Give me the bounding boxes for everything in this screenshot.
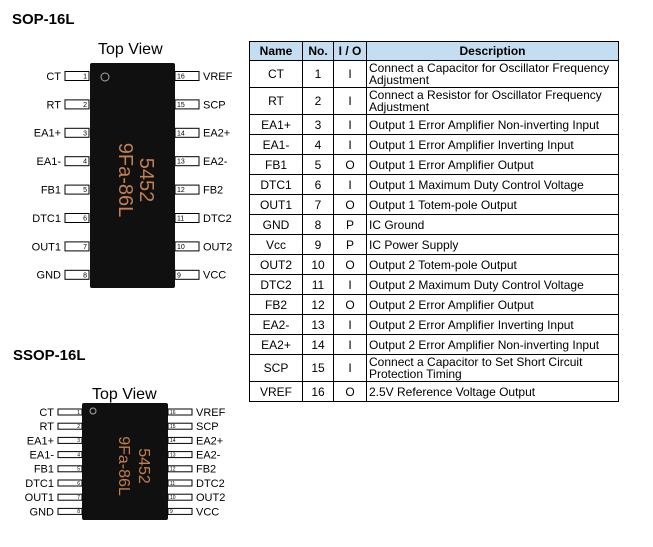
pin-io-cell: I: [334, 135, 367, 155]
pin-description-cell: IC Power Supply: [367, 235, 619, 255]
sop-pin-number: 6: [83, 215, 87, 223]
ssop-pin-label: OUT2: [196, 492, 226, 505]
pin-io-cell: O: [334, 155, 367, 175]
sop-pin-label: FB1: [40, 184, 61, 197]
pin-number-cell: 15: [303, 355, 334, 382]
pin-number-cell: 9: [303, 235, 334, 255]
pin-name-cell: DTC2: [250, 275, 303, 295]
pin-number-cell: 11: [303, 275, 334, 295]
ssop-pin-number: 7: [77, 494, 80, 501]
ssop-pin-number: 13: [170, 452, 176, 459]
ssop-pin-number: 3: [77, 438, 80, 445]
pin-io-cell: I: [334, 88, 367, 115]
sop-pin-number: 3: [83, 130, 87, 138]
table-row: [250, 155, 619, 175]
pin-name-cell: SCP: [250, 355, 303, 382]
package-diagrams: [0, 0, 250, 547]
pin-name-cell: DTC1: [250, 175, 303, 195]
pin-io-cell: P: [334, 215, 367, 235]
ssop-pin-number: 4: [77, 452, 80, 459]
pin-io-cell: I: [334, 355, 367, 382]
pin-name-cell: OUT2: [250, 255, 303, 275]
pin-io-cell: O: [334, 295, 367, 315]
pin-name-cell: Vcc: [250, 235, 303, 255]
pin-name-cell: EA1+: [250, 115, 303, 135]
ssop-pin-number: 15: [170, 423, 176, 430]
sop-pin-number: 5: [83, 187, 87, 195]
sop-marking-line2: 9Fa-86L: [114, 142, 136, 218]
ssop-pin-number: 14: [170, 438, 176, 445]
ssop-pin-label: OUT1: [24, 492, 54, 505]
pin-number-cell: 3: [303, 115, 334, 135]
sop-pin-number: 13: [177, 158, 185, 166]
sop-pin-number: 15: [177, 101, 185, 109]
sop-pin-label: OUT2: [203, 241, 233, 254]
ssop-pin-label: FB1: [33, 463, 54, 476]
pin-name-cell: RT: [250, 88, 303, 115]
ssop-pin-number: 11: [170, 480, 176, 487]
pin-io-cell: I: [334, 335, 367, 355]
pin-name-cell: FB2: [250, 295, 303, 315]
sop-pin-number: 10: [177, 243, 185, 251]
sop-pin-number: 4: [83, 158, 87, 166]
pin-description-cell: Output 1 Error Amplifier Non-inverting Input: [367, 115, 619, 135]
pin-number-cell: 5: [303, 155, 334, 175]
table-row: [250, 215, 619, 235]
pin-description-cell: Output 1 Error Amplifier Output: [367, 155, 619, 175]
table-row: [250, 175, 619, 195]
table-row: [250, 235, 619, 255]
sop-marking-line1: 5452: [135, 157, 157, 203]
sop-pin-number: 9: [177, 272, 181, 280]
pin-description-cell: Output 2 Error Amplifier Output: [367, 295, 619, 315]
pin-io-cell: I: [334, 61, 367, 88]
sop-pin-label: DTC1: [32, 212, 61, 225]
sop-pin-number: 1: [83, 73, 87, 81]
pin-io-cell: O: [334, 195, 367, 215]
sop-pin-number: 11: [177, 215, 185, 223]
pin-description-table: [249, 41, 619, 402]
pin-name-cell: FB1: [250, 155, 303, 175]
table-row: [250, 255, 619, 275]
header-name: Name: [250, 42, 303, 61]
sop-title: SOP-16L: [12, 11, 75, 28]
sop-pin-label: GND: [36, 269, 61, 282]
sop-pin-label: CT: [46, 70, 61, 83]
ssop-pin-label: RT: [39, 421, 54, 434]
ssop-pin-number: 5: [77, 466, 80, 473]
pin-io-cell: I: [334, 115, 367, 135]
sop-pin-label: EA1-: [36, 156, 61, 169]
pin-number-cell: 6: [303, 175, 334, 195]
pin-io-cell: I: [334, 175, 367, 195]
pin-number-cell: 14: [303, 335, 334, 355]
pin-number-cell: 8: [303, 215, 334, 235]
sop-pin-label: SCP: [203, 99, 226, 112]
pin-number-cell: 1: [303, 61, 334, 88]
table-row: [250, 135, 619, 155]
pin-number-cell: 13: [303, 315, 334, 335]
ssop-pin-number: 8: [77, 509, 80, 516]
header-no: No.: [303, 42, 334, 61]
table-row: [250, 382, 619, 402]
sop-pin-number: 12: [177, 187, 185, 195]
ssop-pin-label: CT: [39, 406, 54, 419]
pin-name-cell: VREF: [250, 382, 303, 402]
ssop-pin-label: EA1+: [26, 435, 54, 448]
ssop-view-label: Top View: [92, 386, 157, 403]
sop-pin-label: FB2: [203, 184, 224, 197]
table-row: [250, 88, 619, 115]
pin-number-cell: 2: [303, 88, 334, 115]
sop-pin-label: RT: [46, 99, 61, 112]
sop-pin-label: VCC: [203, 269, 227, 282]
sop-pin-number: 16: [177, 73, 185, 81]
table-row: [250, 195, 619, 215]
pin-description-cell: Output 1 Error Amplifier Inverting Input: [367, 135, 619, 155]
ssop-pin-label: EA2+: [196, 435, 224, 448]
ssop-pin-label: FB2: [196, 463, 217, 476]
ssop-pin-label: SCP: [196, 421, 219, 434]
header-description: Description: [367, 42, 619, 61]
ssop-marking-line1: 5452: [135, 448, 152, 484]
sop-pin-label: EA1+: [33, 127, 61, 140]
ssop-pin-number: 10: [170, 494, 176, 501]
sop-pin-number: 8: [83, 272, 87, 280]
ssop-pin-number: 2: [77, 423, 80, 430]
ssop-title: SSOP-16L: [13, 347, 86, 364]
ssop-pin-number: 12: [170, 466, 176, 473]
pin-name-cell: EA2-: [250, 315, 303, 335]
ssop-pin-number: 16: [170, 409, 176, 416]
pin-description-cell: Connect a Capacitor for Oscillator Frequency Adjustment: [367, 61, 619, 88]
sop-pin-number: 2: [83, 101, 87, 109]
pin-name-cell: OUT1: [250, 195, 303, 215]
pin-description-cell: Output 2 Error Amplifier Non-inverting Input: [367, 335, 619, 355]
pin-number-cell: 10: [303, 255, 334, 275]
table-row: [250, 315, 619, 335]
pin-io-cell: I: [334, 275, 367, 295]
pin-io-cell: P: [334, 235, 367, 255]
ssop-pin-label: VCC: [196, 506, 220, 519]
table-row: [250, 295, 619, 315]
ssop-pin-label: DTC1: [25, 477, 54, 490]
sop-pin-label: EA2+: [203, 127, 231, 140]
ssop-pin-label: VREF: [196, 406, 226, 419]
table-row: [250, 335, 619, 355]
pin-name-cell: EA2+: [250, 335, 303, 355]
table-row: [250, 61, 619, 88]
pin-description-cell: 2.5V Reference Voltage Output: [367, 382, 619, 402]
table-header-row: [250, 42, 619, 61]
pin-description-cell: Output 2 Error Amplifier Inverting Input: [367, 315, 619, 335]
pin-description-cell: Output 1 Maximum Duty Control Voltage: [367, 175, 619, 195]
sop-pin-label: DTC2: [203, 212, 232, 225]
pin-name-cell: CT: [250, 61, 303, 88]
pin-description-cell: Connect a Capacitor to Set Short Circuit Protection Timing: [367, 355, 619, 382]
pin-io-cell: I: [334, 315, 367, 335]
pin-io-cell: O: [334, 255, 367, 275]
table-row: [250, 115, 619, 135]
ssop-pin-label: GND: [29, 506, 54, 519]
pin-number-cell: 7: [303, 195, 334, 215]
pin-io-cell: O: [334, 382, 367, 402]
header-io: I / O: [334, 42, 367, 61]
pin-description-cell: Output 1 Totem-pole Output: [367, 195, 619, 215]
pin-description-cell: Output 2 Maximum Duty Control Voltage: [367, 275, 619, 295]
pin-number-cell: 16: [303, 382, 334, 402]
ssop-pin-label: DTC2: [196, 477, 225, 490]
sop-pin-label: OUT1: [31, 241, 61, 254]
pin-name-cell: GND: [250, 215, 303, 235]
pin-number-cell: 12: [303, 295, 334, 315]
ssop-marking-line2: 9Fa-86L: [115, 436, 132, 496]
sop-pin-label: VREF: [203, 70, 233, 83]
ssop-pin-number: 9: [170, 509, 173, 516]
ssop-pin-number: 6: [77, 480, 80, 487]
pin-name-cell: EA1-: [250, 135, 303, 155]
table-row: [250, 275, 619, 295]
pin-number-cell: 4: [303, 135, 334, 155]
pin-description-cell: Connect a Resistor for Oscillator Frequency Adjustment: [367, 88, 619, 115]
pin-description-cell: IC Ground: [367, 215, 619, 235]
sop-pin-number: 7: [83, 243, 87, 251]
pin-description-cell: Output 2 Totem-pole Output: [367, 255, 619, 275]
sop-view-label: Top View: [98, 41, 163, 58]
sop-pin-label: EA2-: [203, 156, 228, 169]
sop-pin-number: 14: [177, 130, 185, 138]
ssop-pin-label: EA1-: [29, 449, 54, 462]
table-row: [250, 355, 619, 382]
ssop-pin-number: 1: [77, 409, 80, 416]
ssop-pin-label: EA2-: [196, 449, 221, 462]
